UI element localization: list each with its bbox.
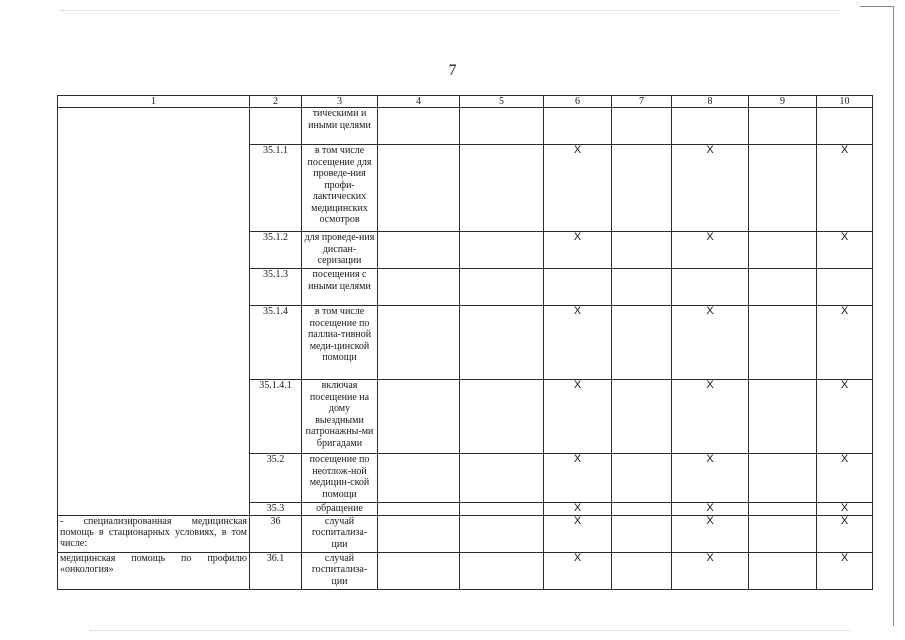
header-col-4: 4 [378, 96, 460, 108]
scan-noise-top [60, 10, 840, 11]
cell-col-8: X [672, 515, 749, 552]
cell-col-5 [460, 515, 544, 552]
cell-col-6: X [544, 515, 612, 552]
cell-col-7 [612, 515, 672, 552]
cell-col-9 [749, 552, 817, 589]
header-col-3: 3 [302, 96, 378, 108]
cell-col-4 [378, 503, 460, 516]
cell-col-8: X [672, 306, 749, 380]
row-code: 35.1.4.1 [250, 380, 302, 454]
row-unit: в том числе посещение для проведе-ния профи-лактических медицинских осмотров [302, 145, 378, 232]
cell-col-5 [460, 269, 544, 306]
row-unit: посещения с иными целями [302, 269, 378, 306]
header-col-6: 6 [544, 96, 612, 108]
cell-col-10: X [817, 503, 873, 516]
row-description: медицинская помощь по профилю «онкология» [58, 552, 250, 589]
cell-col-4 [378, 269, 460, 306]
header-row [58, 96, 873, 108]
cell-col-9 [749, 503, 817, 516]
header-col-5: 5 [460, 96, 544, 108]
cell-col-6: X [544, 232, 612, 269]
cell-col-4 [378, 145, 460, 232]
cell-col-4 [378, 515, 460, 552]
cell-col-6: X [544, 145, 612, 232]
row-unit: случай госпитализа-ции [302, 552, 378, 589]
cell-col-8: X [672, 145, 749, 232]
cell-col-5 [460, 145, 544, 232]
cell-col-5 [460, 552, 544, 589]
cell-col-7 [612, 269, 672, 306]
row-code: 36.1 [250, 552, 302, 589]
row-code: 35.1.2 [250, 232, 302, 269]
cell-col-4 [378, 552, 460, 589]
cell-col-4 [378, 380, 460, 454]
row-code: 35.3 [250, 503, 302, 516]
scan-edge-right [893, 6, 894, 626]
cell-col-5 [460, 503, 544, 516]
cell-col-6: X [544, 306, 612, 380]
cell-col-10 [817, 108, 873, 145]
cell-col-6 [544, 269, 612, 306]
cell-col-10: X [817, 306, 873, 380]
header-col-1: 1 [58, 96, 250, 108]
cell-col-10 [817, 269, 873, 306]
row-unit: случай госпитализа-ции [302, 515, 378, 552]
cell-col-4 [378, 108, 460, 145]
cell-col-10: X [817, 232, 873, 269]
cell-col-8: X [672, 454, 749, 503]
page-number: 7 [448, 62, 457, 79]
cell-col-8 [672, 269, 749, 306]
cell-col-7 [612, 145, 672, 232]
cell-col-7 [612, 108, 672, 145]
cell-col-4 [378, 454, 460, 503]
row-unit: включая посещение на дому выездными патронажны-ми бригадами [302, 380, 378, 454]
header-col-2: 2 [250, 96, 302, 108]
scan-edge-top [860, 6, 894, 7]
cell-col-10: X [817, 145, 873, 232]
cell-col-8: X [672, 232, 749, 269]
cell-col-5 [460, 454, 544, 503]
cell-col-8: X [672, 380, 749, 454]
scan-noise-bottom [90, 630, 850, 631]
row-code: 36 [250, 515, 302, 552]
cell-col-7 [612, 380, 672, 454]
table-row [58, 515, 873, 552]
cell-col-10: X [817, 454, 873, 503]
cell-col-9 [749, 515, 817, 552]
cell-col-9 [749, 380, 817, 454]
cell-col-9 [749, 108, 817, 145]
cell-col-9 [749, 232, 817, 269]
cell-col-7 [612, 232, 672, 269]
cell-col-7 [612, 503, 672, 516]
cell-col-4 [378, 232, 460, 269]
cell-col-8 [672, 108, 749, 145]
row-unit: обращение [302, 503, 378, 516]
cell-col-10: X [817, 552, 873, 589]
row-unit: тическими и иными целями [302, 108, 378, 145]
cell-col-5 [460, 380, 544, 454]
cell-col-7 [612, 454, 672, 503]
cell-col-7 [612, 306, 672, 380]
cell-col-8: X [672, 503, 749, 516]
cell-col-6: X [544, 454, 612, 503]
cell-col-9 [749, 269, 817, 306]
merged-description-cell [58, 108, 250, 516]
row-code: 35.2 [250, 454, 302, 503]
cell-col-6 [544, 108, 612, 145]
cell-col-9 [749, 145, 817, 232]
cell-col-10: X [817, 380, 873, 454]
header-col-8: 8 [672, 96, 749, 108]
cell-col-7 [612, 552, 672, 589]
cell-col-6: X [544, 552, 612, 589]
row-code [250, 108, 302, 145]
table-row [58, 552, 873, 589]
cell-col-9 [749, 306, 817, 380]
cell-col-5 [460, 108, 544, 145]
row-code: 35.1.4 [250, 306, 302, 380]
table-row [58, 108, 873, 145]
cell-col-6: X [544, 380, 612, 454]
cell-col-9 [749, 454, 817, 503]
row-code: 35.1.1 [250, 145, 302, 232]
cell-col-5 [460, 232, 544, 269]
cell-col-6: X [544, 503, 612, 516]
row-code: 35.1.3 [250, 269, 302, 306]
header-col-9: 9 [749, 96, 817, 108]
header-col-10: 10 [817, 96, 873, 108]
cell-col-4 [378, 306, 460, 380]
header-col-7: 7 [612, 96, 672, 108]
cell-col-8: X [672, 552, 749, 589]
row-description: - специализированная медицинская помощь в стационарных условиях, в том числе: [58, 515, 250, 552]
row-unit: посещение по неотлож-ной медицин-ской помощи [302, 454, 378, 503]
cell-col-10: X [817, 515, 873, 552]
row-unit: в том числе посещение по паллиа-тивной меди-цинской помощи [302, 306, 378, 380]
data-table [57, 95, 873, 590]
row-unit: для проведе-ния диспан-серизации [302, 232, 378, 269]
cell-col-5 [460, 306, 544, 380]
